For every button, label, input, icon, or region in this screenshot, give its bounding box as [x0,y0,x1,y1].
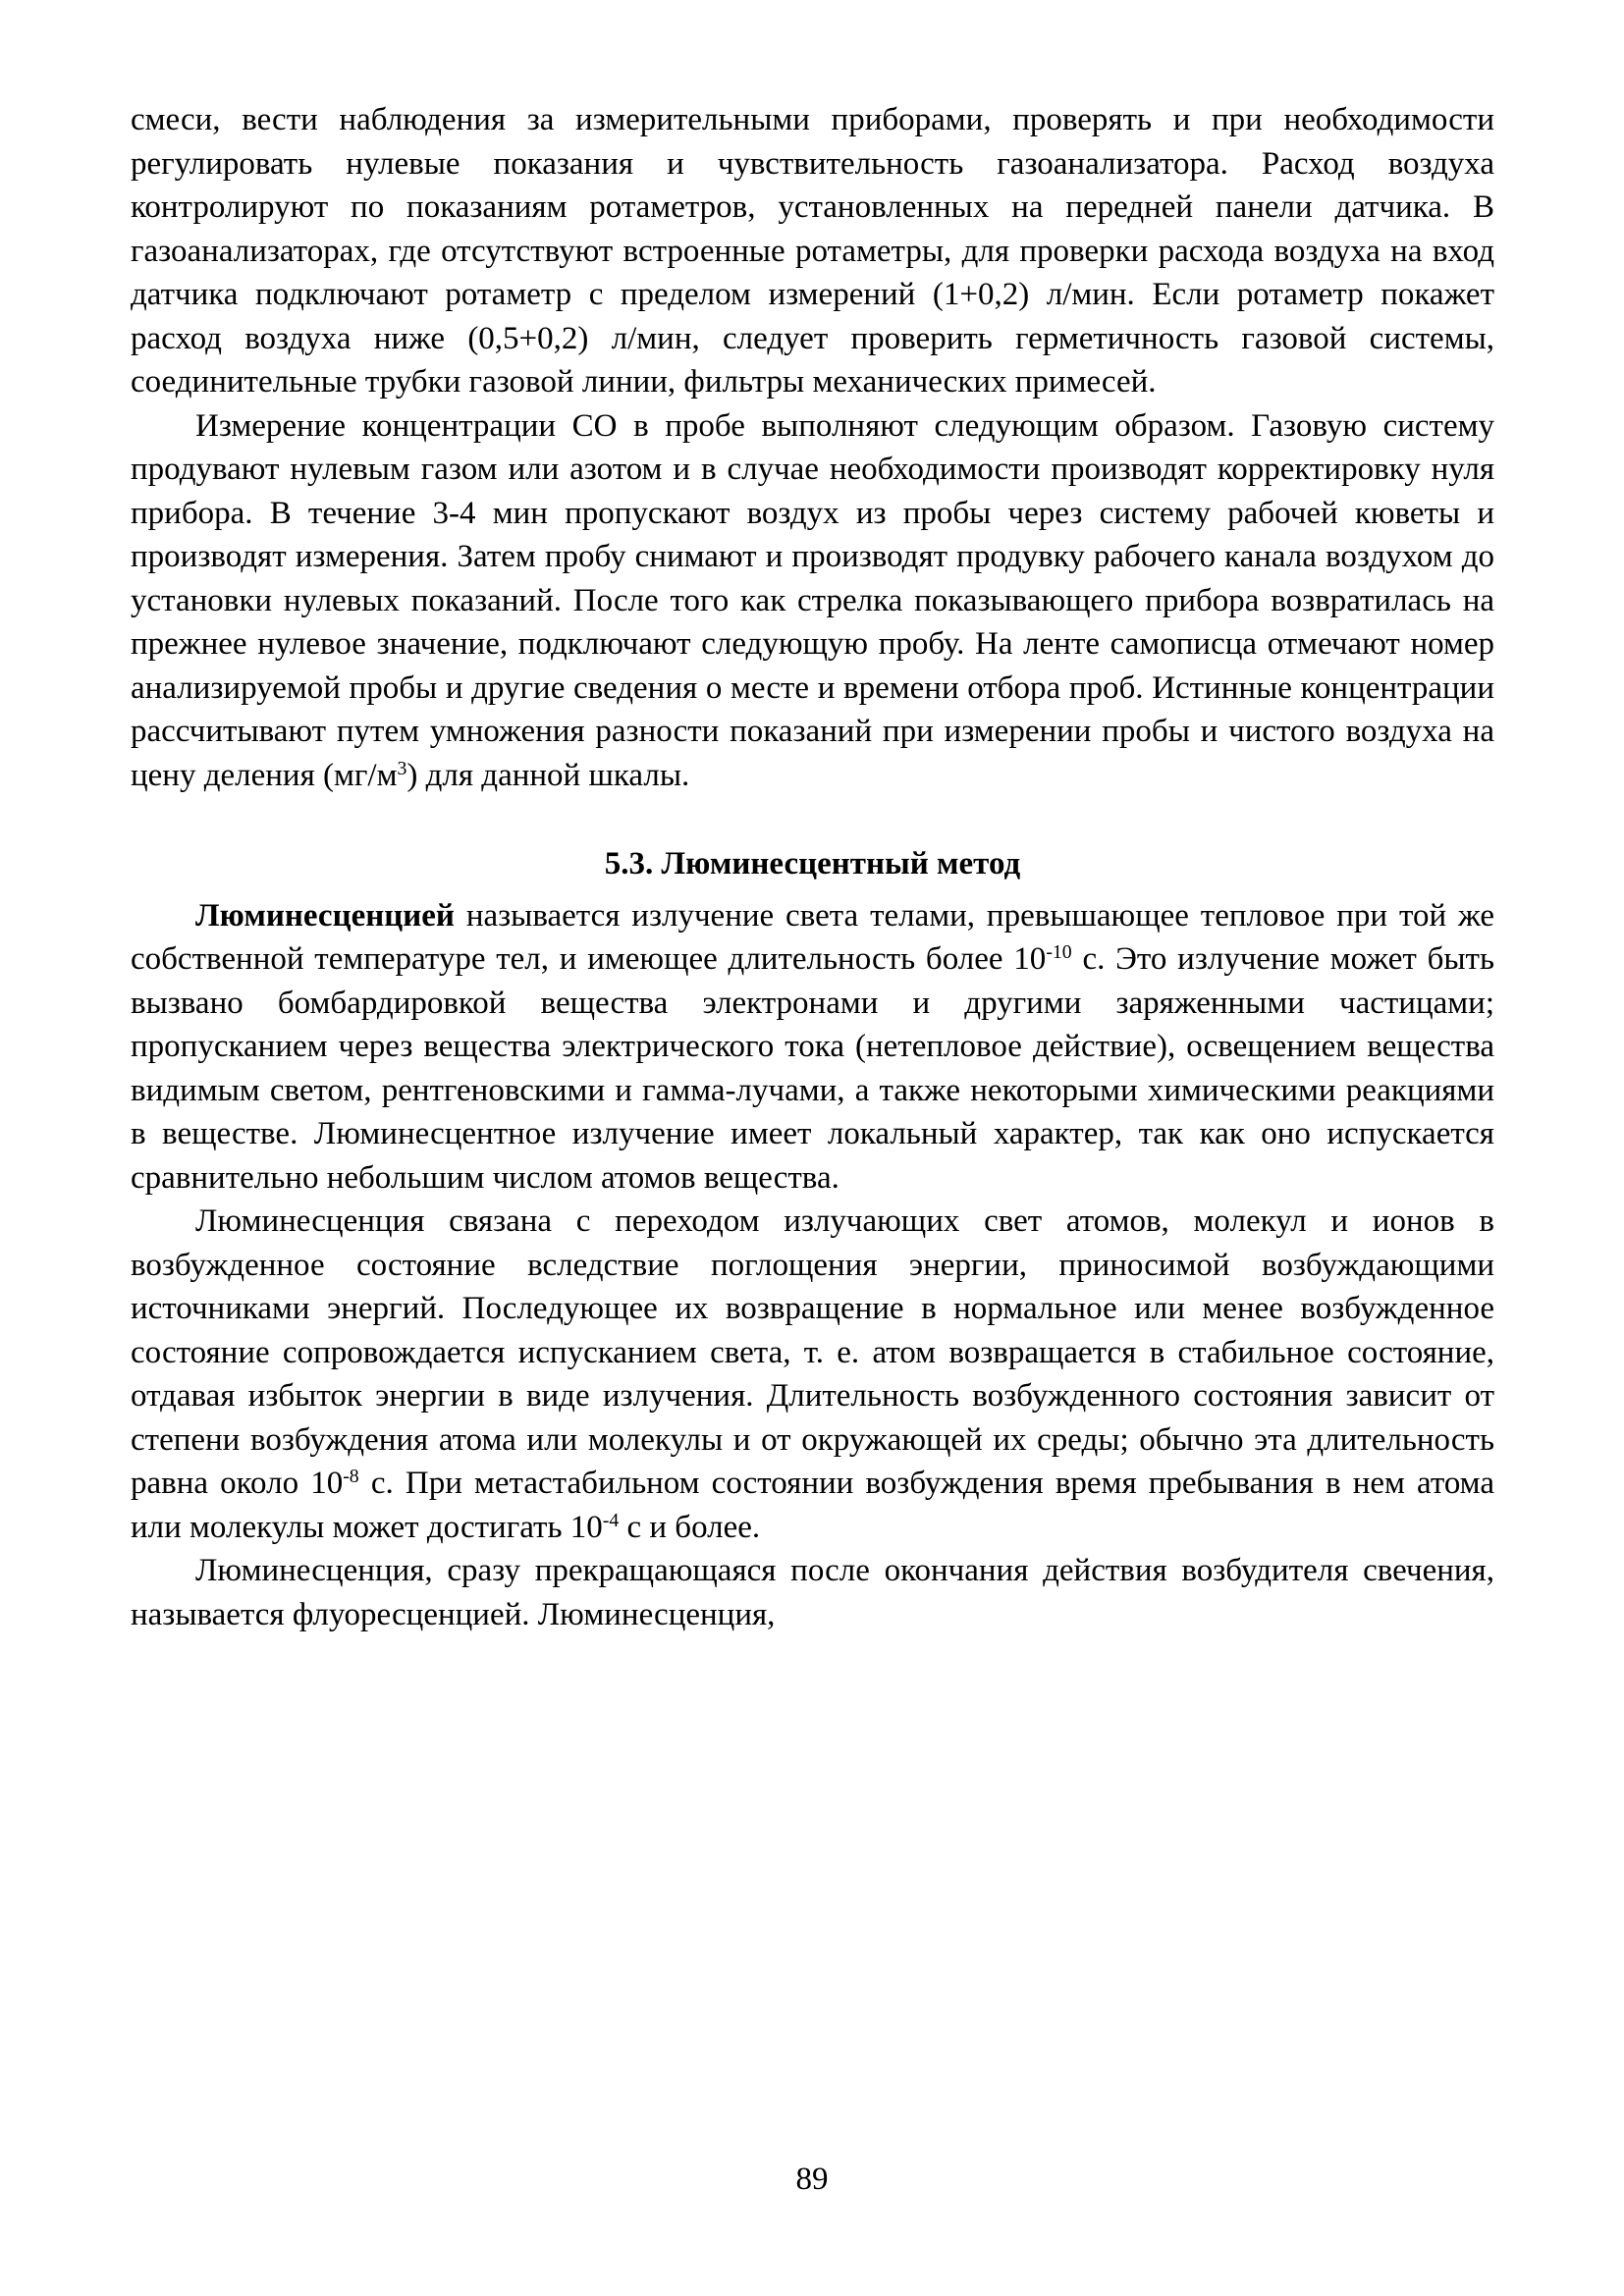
paragraph [131,894,1494,1201]
paragraph-text: Измерение концентрации СО в пробе выполняют следующим образом. Газовую систему продувают нулевым газом или азотом и в случае необходимости производят корректировку нуля прибора. В течение 3-4 мин пропускают воздух из пробы через систему рабочей кюветы и производят измерения. Затем пробу снимают и производят продувку рабочего канала воздухом до установки нулевых показаний. После того как стрелка показывающего прибора возвратилась на прежнее нулевое значение, подключают следующую пробу. На ленте самописца отмечают номер анализируемой пробы и другие сведения о месте и времени отбора проб. Истинные концентрации рассчитывают путем умножения разности показаний при измерении пробы и чистого воздуха на цену деления (мг/м [131,407,1494,793]
lead-term-bold: Люминесценцией [195,897,455,934]
paragraph-text: Люминесценция, сразу прекращающаяся после окончания действия возбудителя свечения, называется флуоресценцией. Люминесценция, [131,1553,1494,1632]
section-heading: 5.3. Люминесцентный метод [604,846,1021,881]
superscript-exponent: -8 [343,1466,359,1488]
paragraph-text: ) для данной шкалы. [406,757,690,793]
paragraph [131,98,1494,404]
page-number: 89 [795,2162,829,2197]
superscript-exponent: -10 [1046,941,1072,964]
superscript-exponent: 3 [397,757,407,779]
paragraph-text: Люминесценция связана с переходом излучающих свет атомов, молекул и ионов в возбужденное состояние вследствие поглощения энергии, приносимой возбуждающими источниками энергий. Последующее их возвращение в нормальное или менее возбужденное состояние сопровождается испусканием света, т. е. атом возвращается в стабильное состояние, отдавая избыток энергии в виде излучения. Длительность возбужденного состояния зависит от степени возбуждения атома или молекулы и от окружающей их среды; обычно эта длительность равна около 10 [131,1203,1494,1501]
paragraph-text: с. Это излучение может быть вызвано бомбардировкой вещества электронами и другими заряженными частицами; пропусканием через вещества электрического тока (нетепловое действие), освещением вещества видимым светом, рентгеновскими и гамма-лучами, а также некоторыми химическими реакциями в веществе. Люминесцентное излучение имеет локальный характер, так как оно испускается сравнительно небольшим числом атомов вещества. [131,941,1494,1196]
paragraph-text: с. При метастабильном состоянии возбуждения время пребывания в нем атома или молекулы может достигать 10 [131,1466,1494,1545]
paragraph-text: называется излучение света телами, превышающее тепловое при той же собственной температуре тел, и имеющее длительность более 10 [131,897,1494,977]
superscript-exponent: -4 [602,1509,620,1531]
paragraph-text: с и более. [619,1509,761,1545]
paragraph [131,404,1494,798]
paragraph [131,1549,1494,1636]
paragraph-text: смеси, вести наблюдения за измерительными приборами, проверять и при необходимости регулировать нулевые показания и чувствительность газоанализатора. Расход воздуха контролируют по показаниям ротаметров, установленных на передней панели датчика. В газоанализаторах, где отсутствуют встроенные ротаметры, для проверки расхода воздуха на вход датчика подключают ротаметр с пределом измерений (1+0,2) л/мин. Если ротаметр покажет расход воздуха ниже (0,5+0,2) л/мин, следует проверить герметичность газовой системы, соединительные трубки газовой линии, фильтры механических примесей. [131,102,1494,400]
paragraph [131,1200,1494,1549]
